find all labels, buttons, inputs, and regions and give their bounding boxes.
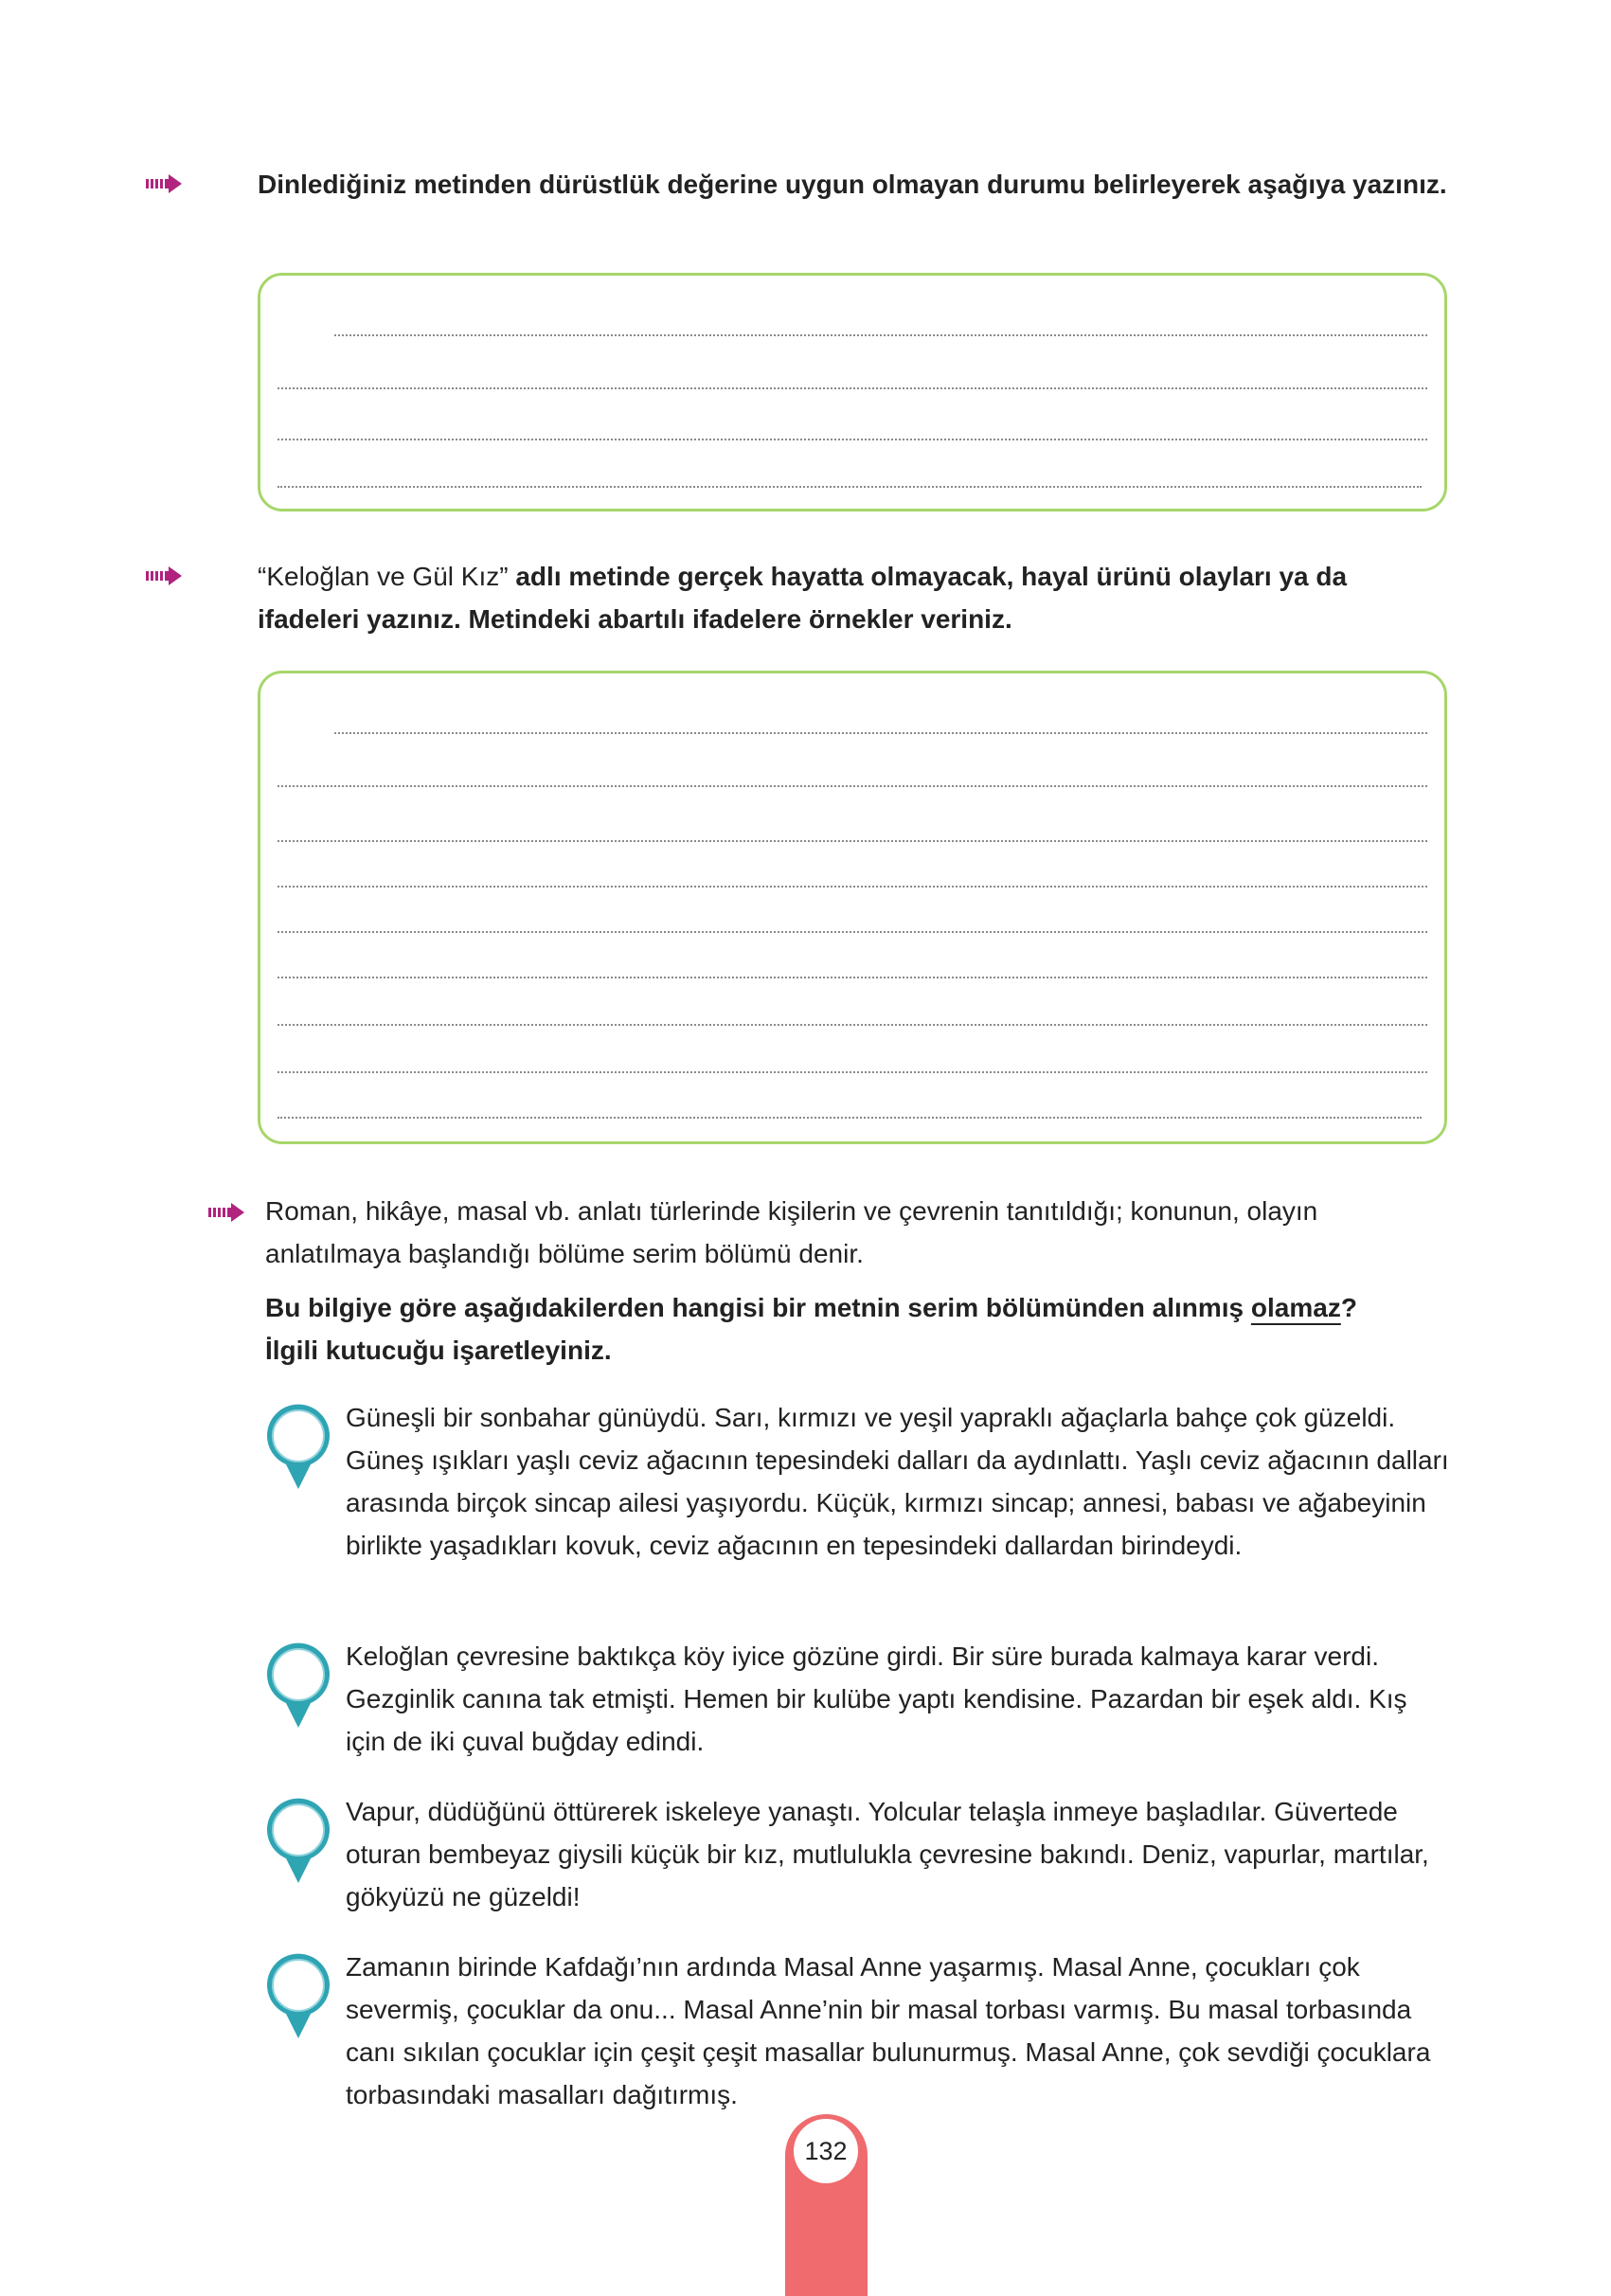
dotted-line [277,977,1427,978]
dotted-line [277,486,1422,488]
dotted-line [277,785,1427,787]
dotted-line [277,840,1427,842]
info-question-text: Bu bilgiye göre aşağıdakilerden hangisi bir metnin serim bölümünden alınmış [265,1293,1251,1322]
dotted-line [334,732,1427,734]
info-question-emphasis: olamaz [1250,1293,1341,1322]
question-1-text: Dinlediğiniz metinden dürüstlük değerine uygun olmayan durumu belirleyerek aşağıya yazınız. [258,170,1447,199]
dotted-line [277,439,1427,440]
info-question [265,1286,1449,1372]
info-block [265,1190,1449,1372]
dotted-line [277,886,1427,888]
question-1 [199,163,1449,206]
answer-marker-icon[interactable] [263,1400,333,1491]
dotted-line [277,1024,1427,1026]
option-3 [263,1790,1451,1918]
info-text: Roman, hikâye, masal vb. anlatı türlerinde kişilerin ve çevrenin tanıtıldığı; konunun, olayın anlatılmaya başlandığı bölüme serim bölümü denir. [265,1196,1318,1268]
dotted-line [334,334,1427,336]
dotted-line [277,931,1427,933]
option-1 [263,1396,1451,1567]
answer-box-2[interactable] [258,671,1447,1144]
info-instruction: İlgili kutucuğu işaretleyiniz. [265,1336,612,1365]
dotted-line [277,387,1427,389]
option-text: Zamanın birinde Kafdağı’nın ardında Masal Anne yaşarmış. Masal Anne, çocukları çok severmiş, çocuklar da onu... Masal Anne’nin bir masal torbası varmış. Bu masal torbasında canı sıkılan çocuklar için çeşit çeşit masallar bulunurmuş. Masal Anne, çok sevdiği çocuklara torbasındaki masalları dağıtırmış. [346,1952,1431,2109]
option-text: Vapur, düdüğünü öttürerek iskeleye yanaştı. Yolcular telaşla inmeye başladılar. Güvertede oturan bembeyaz giysili küçük bir kız, mutlulukla çevresine bakındı. Deniz, vapurlar, martılar, gökyüzü ne güzeldi! [346,1797,1429,1911]
dotted-line [277,1071,1427,1073]
option-2 [263,1635,1451,1763]
option-text: Güneşli bir sonbahar günüydü. Sarı, kırmızı ve yeşil yapraklı ağaçlarla bahçe çok güzeldi. Güneş ışıkları yaşlı ceviz ağacının tepesindeki dalları da aydınlattı. Yaşlı ceviz ağacının dalları arasında birçok sincap ailesi yaşıyordu. Küçük, kırmızı sincap; annesi, babası ve ağabeyinin birlikte yaşadıkları kovuk, ceviz ağacının en tepesindeki dallardan birindeydi. [346,1403,1449,1560]
arrow-right-icon [146,174,182,193]
arrow-right-icon [208,1203,244,1222]
dotted-line [277,1117,1422,1119]
answer-marker-icon[interactable] [263,1794,333,1885]
page-number: 132 [794,2119,858,2183]
question-2 [199,555,1449,640]
answer-box-1[interactable] [258,273,1447,511]
arrow-right-icon [146,566,182,585]
question-2-instruction: adlı metinde gerçek hayatta olmayacak, hayal ürünü olayları ya da ifadeleri yazınız. Metindeki abartılı ifadelere örnekler veriniz. [258,562,1348,634]
info-question-end: ? [1340,1293,1357,1322]
answer-marker-icon[interactable] [263,1639,333,1730]
story-title: “Keloğlan ve Gül Kız” [258,562,509,591]
option-4 [263,1946,1451,2116]
option-text: Keloğlan çevresine baktıkça köy iyice gözüne girdi. Bir süre burada kalmaya karar verdi. Gezginlik canına tak etmişti. Hemen bir kulübe yaptı kendisine. Pazardan bir eşek aldı. Kış için de iki çuval buğday edindi. [346,1641,1407,1756]
question-2-text [258,555,1449,640]
answer-marker-icon[interactable] [263,1949,333,2040]
